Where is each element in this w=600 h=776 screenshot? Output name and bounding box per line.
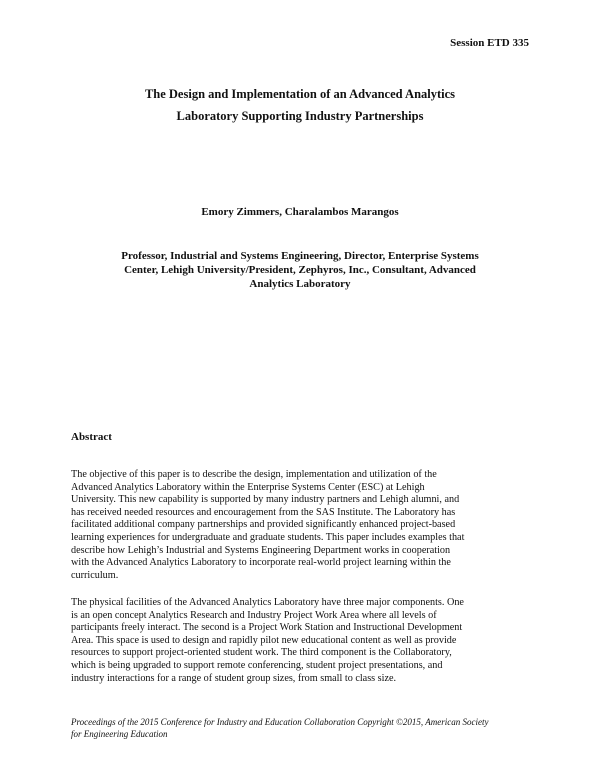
paragraph-line: is an open concept Analytics Research and Industry Project Work Area where all levels of [71,609,437,621]
proceedings-footer [71,716,541,740]
paragraph-line: describe how Lehigh’s Industrial and Systems Engineering Department works in cooperation [71,544,451,556]
paragraph-line: which is being upgraded to support remote conferencing, student project presentations, and [71,659,443,671]
affiliation-line: Professor, Industrial and Systems Engineering, Director, Enterprise Systems [121,250,479,262]
paragraph-line: The physical facilities of the Advanced Analytics Laboratory have three major components. One [71,597,464,608]
paragraph-line: resources to support project-oriented student work. The third component is the Collaboratory, [71,647,452,659]
session-label: Session ETD 335 [450,37,529,49]
paragraph-line: University. This new capability is supported by many industry partners and Lehigh alumni, and [71,494,460,506]
author-affiliation [100,249,500,291]
paper-title-line: Laboratory Supporting Industry Partnerships [176,109,424,123]
paragraph-line: participants freely interact. The second is a Project Work Station and Instructional Development [71,622,463,634]
paper-authors: Emory Zimmers, Charalambos Marangos [201,206,399,218]
paragraph-line: Advanced Analytics Laboratory within the Enterprise Systems Center (ESC) at Lehigh [71,481,425,493]
paragraph-line: learning experiences for undergraduate and graduate students. This paper includes examples that [71,531,465,543]
paragraph-line: curriculum. [71,569,119,581]
footer-line: for Engineering Education [71,729,168,739]
abstract-paragraph-2 [71,597,541,685]
paragraph-line: industry interactions for a range of student group sizes, from small to class size. [71,672,397,684]
abstract-paragraph-1 [71,469,541,582]
paragraph-line: facilitated additional company partnerships and provided significantly enhanced project-based [71,519,456,531]
paper-title [0,83,600,127]
paper-title-line: The Design and Implementation of an Advanced Analytics [144,87,456,101]
paragraph-line: has received needed resources and encouragement from the SAS Institute. The Laboratory has [71,506,456,518]
paragraph-line: with the Advanced Analytics Laboratory to incorporate real-world project learning within the [71,557,451,569]
footer-line: Proceedings of the 2015 Conference for Industry and Education Collaboration Copyright ©2015, American Society [71,717,489,727]
affiliation-line: Center, Lehigh University/President, Zephyros, Inc., Consultant, Advanced [124,264,476,276]
paragraph-line: Area. This space is used to design and rapidly pilot new educational content as well as provide [71,634,457,646]
abstract-heading: Abstract [71,431,112,443]
affiliation-line: Analytics Laboratory [249,278,351,290]
paragraph-line: The objective of this paper is to describe the design, implementation and utilization of the [71,469,437,480]
